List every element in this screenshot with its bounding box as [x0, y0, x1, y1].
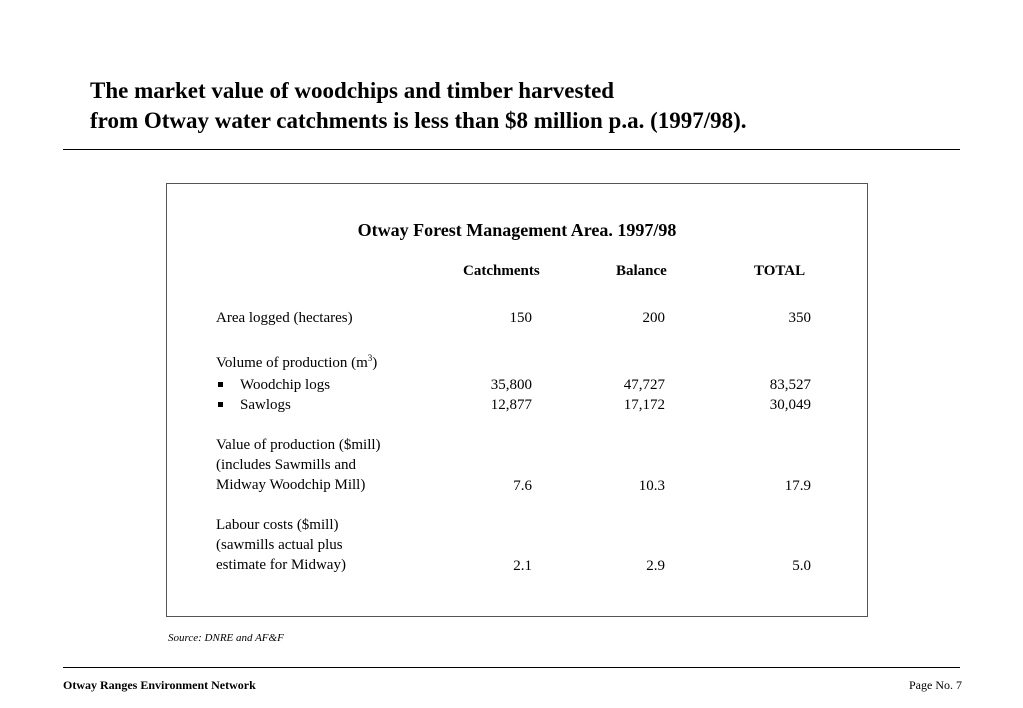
value-catchments: 7.6 — [513, 478, 532, 494]
header-catchments: Catchments — [463, 263, 540, 279]
row-label-labour-3: estimate for Midway) — [216, 557, 346, 573]
bottom-divider — [63, 667, 960, 668]
area-total: 350 — [788, 310, 811, 326]
woodchip-balance: 47,727 — [623, 377, 665, 393]
header-total: TOTAL — [754, 263, 806, 279]
sawlogs-balance: 17,172 — [623, 397, 665, 413]
woodchip-catchments: 35,800 — [490, 377, 532, 393]
source-note: Source: DNRE and AF&F — [168, 632, 284, 644]
footer-page-number: Page No. 7 — [909, 678, 962, 692]
sawlogs-total: 30,049 — [769, 397, 811, 413]
row-label-woodchip: Woodchip logs — [240, 377, 331, 393]
labour-catchments: 2.1 — [513, 558, 532, 574]
title-line-2: from Otway water catchments is less than $8 million p.a. (1997/98). — [90, 108, 747, 133]
area-balance: 200 — [642, 310, 665, 326]
woodchip-total: 83,527 — [769, 377, 811, 393]
footer-organization: Otway Ranges Environment Network — [63, 678, 256, 692]
row-label-value-1: Value of production ($mill) — [216, 437, 381, 453]
row-label-value-3: Midway Woodchip Mill) — [216, 477, 366, 493]
row-label-labour-1: Labour costs ($mill) — [216, 517, 339, 533]
row-label-value-2: (includes Sawmills and — [216, 457, 356, 473]
labour-balance: 2.9 — [646, 558, 665, 574]
bullet-icon — [218, 382, 223, 387]
title-line-1: The market value of woodchips and timber harvested — [90, 78, 615, 103]
value-total: 17.9 — [784, 478, 811, 494]
sawlogs-catchments: 12,877 — [490, 397, 532, 413]
value-balance: 10.3 — [638, 478, 665, 494]
bullet-icon — [218, 402, 223, 407]
area-catchments: 150 — [509, 310, 532, 326]
labour-total: 5.0 — [792, 558, 811, 574]
top-divider — [63, 149, 960, 150]
row-label-sawlogs: Sawlogs — [240, 397, 291, 413]
row-label-volume: Volume of production $(m^3)$ — [216, 353, 378, 371]
row-label-area: Area logged (hectares) — [216, 310, 353, 326]
data-table-panel — [166, 183, 868, 617]
row-label-labour-2: (sawmills actual plus — [216, 537, 343, 553]
table-title: Otway Forest Management Area. 1997/98 — [357, 220, 677, 240]
slide-title — [90, 76, 970, 136]
header-balance: Balance — [616, 263, 667, 279]
